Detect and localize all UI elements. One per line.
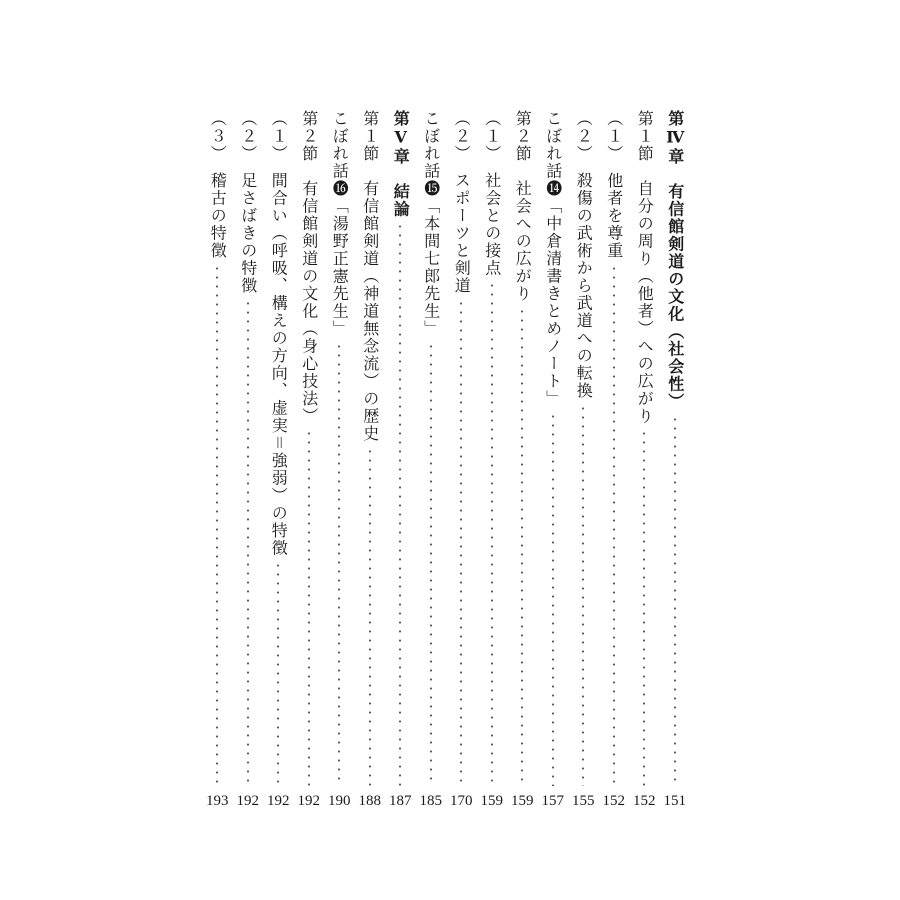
toc-entry (324, 110, 355, 810)
toc-page-number: 152 (602, 793, 625, 809)
toc-page-number: 157 (541, 793, 564, 809)
toc-leader-dots (491, 281, 493, 786)
toc-entry-title: （２） 足さばきの特徴 (238, 110, 258, 295)
toc-entry-title: （３） 稽古の特徴 (208, 110, 228, 260)
toc-entry (660, 110, 691, 810)
toc-leader-dots (277, 561, 279, 786)
toc-page-number: 193 (206, 793, 229, 809)
toc-page-number: 155 (572, 793, 595, 809)
toc-page-number: 152 (633, 793, 656, 809)
toc-leader-dots (216, 264, 218, 787)
toc-entry (446, 110, 477, 810)
toc-entry (294, 110, 325, 810)
toc-entry (202, 110, 233, 810)
toc-page-number: 188 (358, 793, 381, 809)
toc-entry (599, 110, 630, 810)
toc-leader-dots (460, 299, 462, 787)
toc-page-number: 192 (236, 793, 259, 809)
toc-entry-title: 第２節 社会への広がり (513, 110, 533, 303)
toc-entry-title: 第２節 有信館剣道の文化（身心技法） (299, 110, 319, 425)
toc-leader-dots (552, 412, 554, 787)
toc-entry (507, 110, 538, 810)
toc-entry-title: 第Ⅴ章 結論 (391, 110, 411, 218)
toc-entry (416, 110, 447, 810)
toc-entry-title: （１） 他者を尊重 (604, 110, 624, 260)
toc-leader-dots (430, 342, 432, 787)
toc-page-number: 192 (267, 793, 290, 809)
toc-entry-title: こぼれ話⓮「中倉清書きとめノート」 (543, 110, 563, 408)
toc-leader-dots (643, 429, 645, 786)
toc-entry (629, 110, 660, 810)
toc-page-number: 185 (419, 793, 442, 809)
toc-page-number: 159 (511, 793, 534, 809)
toc-entry (538, 110, 569, 810)
toc-entry-title: 第Ⅳ章 有信館剣道の文化（社会性） (665, 110, 685, 411)
toc-leader-dots (308, 429, 310, 786)
toc-entry (568, 110, 599, 810)
toc-entry-title: （２） 殺傷の武術から武道への転換 (574, 110, 594, 400)
toc-entry-title: 第１節 自分の周り（他者）への広がり (635, 110, 655, 425)
toc-entry (233, 110, 264, 810)
toc-leader-dots (521, 307, 523, 787)
toc-leader-dots (582, 404, 584, 787)
toc-leader-dots (369, 447, 371, 787)
toc-entry-title: （１） 間合い（呼吸、構えの方向、虚実＝強弱）の特徴 (269, 110, 289, 557)
toc-entry-title: 第１節 有信館剣道（神道無念流）の歴史 (360, 110, 380, 443)
toc-leader-dots (674, 415, 676, 787)
toc-page-number: 159 (480, 793, 503, 809)
toc-leader-dots (338, 342, 340, 787)
toc-page-number: 170 (450, 793, 473, 809)
toc-entry (385, 110, 416, 810)
toc-entry-title: こぼれ話⓯「本間七郎先生」 (421, 110, 441, 338)
toc-entry-title: （１） 社会との接点 (482, 110, 502, 277)
toc-page-number: 151 (663, 793, 686, 809)
toc-entry (477, 110, 508, 810)
toc-entry-title: こぼれ話⓰「湯野正憲先生」 (330, 110, 350, 338)
toc-page-number: 190 (328, 793, 351, 809)
toc-leader-dots (613, 264, 615, 787)
toc-entry-title: （２） スポーツと剣道 (452, 110, 472, 295)
toc-page-number: 192 (297, 793, 320, 809)
toc-leader-dots (399, 222, 401, 786)
toc-entry (263, 110, 294, 810)
toc-entry (355, 110, 386, 810)
table-of-contents (190, 110, 690, 810)
toc-leader-dots (247, 299, 249, 787)
toc-page-number: 187 (389, 793, 412, 809)
